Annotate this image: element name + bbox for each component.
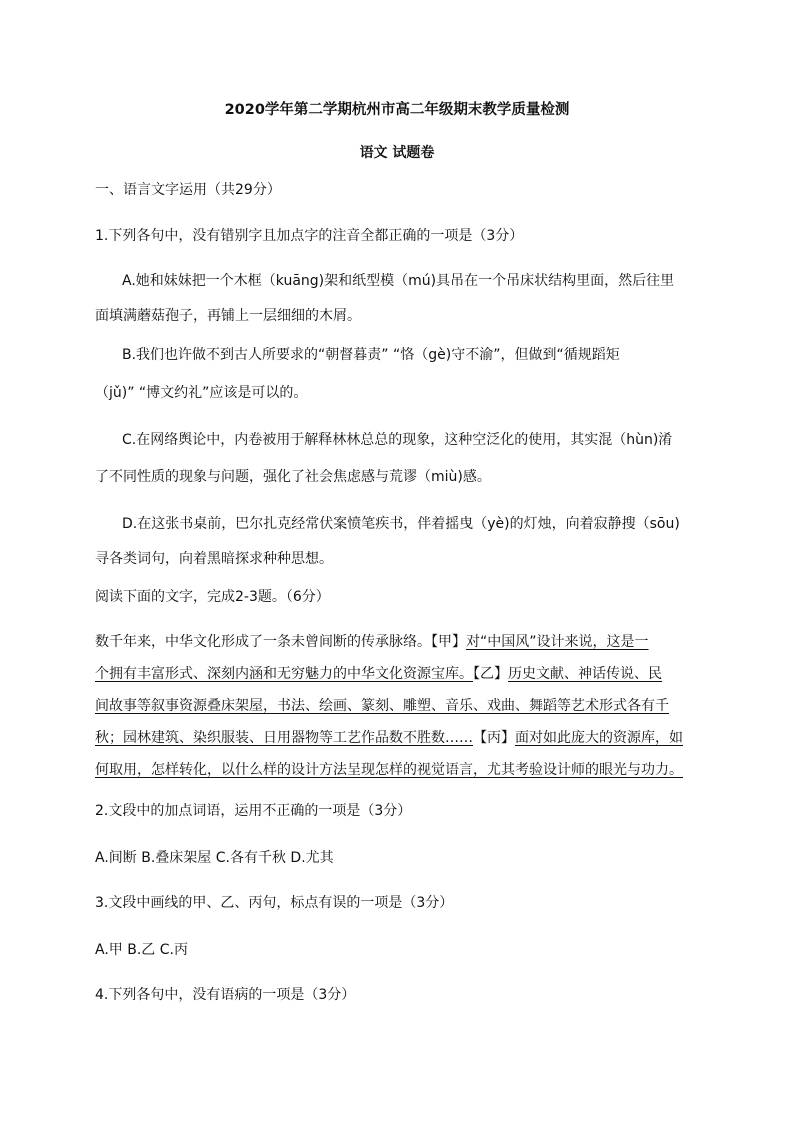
- passage-line-5-underlined: 何取用，怎样转化，以什么样的设计方法呈现怎样的视觉语言，尤其考验设计师的眼光与功力。: [95, 762, 683, 778]
- passage-line-2: [95, 664, 662, 684]
- q1-option-b-line2: （jǔ)” “博文约礼”应该是可以的。: [95, 385, 308, 401]
- q1-option-c-line2: 了不同性质的现象与问题，强化了社会焦虑感与荒谬（miù)感。: [95, 469, 491, 485]
- question-2-options: A.间断 B.叠床架屋 C.各有千秋 D.尤其: [95, 850, 334, 866]
- question-4-stem: 4.下列各句中，没有语病的一项是（3分）: [95, 987, 356, 1003]
- q1-option-c-line1: C.在网络舆论中，内卷被用于解释林林总总的现象，这种空泛化的使用，其实混（hùn)淆: [122, 432, 673, 448]
- q1-option-d-line1: D.在这张书桌前，巴尔扎克经常伏案愤笔疾书，伴着摇曳（yè)的灯烛，向着寂静搜（sōu): [122, 516, 680, 532]
- passage-line-4-underlined: 秋；园林建筑、染织服装、日用器物等工艺作品数不胜数……: [95, 730, 473, 746]
- passage-marker-yi: 【乙】: [473, 666, 508, 682]
- section-heading: 一、语言文字运用（共29分）: [95, 182, 281, 198]
- passage-line-3-underlined: 间故事等叙事资源叠床架屋，书法、绘画、篆刻、雕塑、音乐、戏曲、舞蹈等艺术形式各有千: [95, 698, 669, 714]
- passage-line-4: [95, 728, 683, 748]
- page-subtitle: 语文 试题卷: [359, 145, 435, 161]
- question-3-stem: 3.文段中画线的甲、乙、丙句，标点有误的一项是（3分）: [95, 895, 454, 911]
- passage-line-4-underlined-b: 面对如此庞大的资源库，如: [515, 730, 683, 746]
- reading-intro: 阅读下面的文字，完成2-3题。（6分）: [95, 589, 330, 605]
- passage-line-3: [95, 696, 669, 716]
- q1-option-a-line1: A.她和妹妹把一个木框（kuāng)架和纸型模（mú)具吊在一个吊床状结构里面，然后往里: [122, 273, 675, 289]
- question-2-stem: 2.文段中的加点词语，运用不正确的一项是（3分）: [95, 803, 412, 819]
- passage-marker-bing: 【丙】: [473, 730, 515, 746]
- q1-option-b-line1: B.我们也许做不到古人所要求的“朝督暮责” “恪（gè)守不渝”，但做到“循规蹈矩: [122, 347, 620, 363]
- page-title: 2020学年第二学期杭州市高二年级期末教学质量检测: [224, 102, 570, 118]
- passage-line-1-plain: 数千年来，中华文化形成了一条未曾间断的传承脉络。【甲】: [95, 634, 466, 650]
- passage-line-2-underlined: 个拥有丰富形式、深刻内涵和无穷魅力的中华文化资源宝库。: [95, 666, 473, 682]
- passage-line-2-underlined-b: 历史文献、神话传说、民: [508, 666, 662, 682]
- q1-option-a-line2: 面填满蘑菇孢子，再铺上一层细细的木屑。: [95, 308, 361, 324]
- passage-line-1-underlined: 对“中国风”设计来说，这是一: [466, 634, 649, 650]
- passage-line-5: [95, 760, 683, 780]
- q1-option-d-line2: 寻各类词句，向着黑暗探求种种思想。: [95, 551, 333, 567]
- question-1-stem: 1.下列各句中，没有错别字且加点字的注音全都正确的一项是（3分）: [95, 228, 524, 244]
- passage-line-1: [95, 632, 649, 652]
- question-3-options: A.甲 B.乙 C.丙: [95, 942, 188, 958]
